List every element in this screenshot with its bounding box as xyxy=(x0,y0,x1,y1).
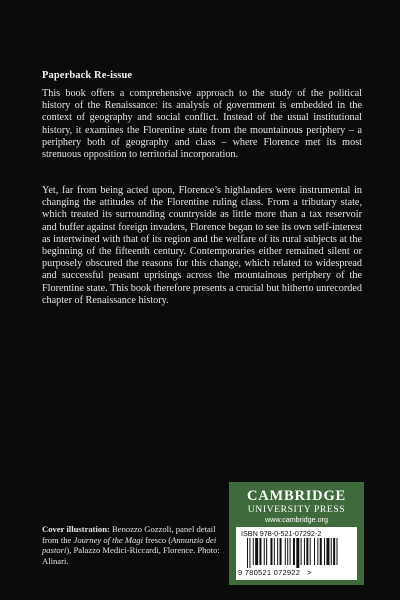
publisher-block xyxy=(229,482,364,585)
barcode-bar xyxy=(324,538,325,565)
description-paragraph-2: Yet, far from being acted upon, Florence’s highlanders were instrumental in changing the attitudes of the Florentine ruling class. From a tributary state, which treated its surrounding countryside as little more than a tax reservoir and buffer against foreign invaders, Florence began to see its own self-interest as intertwined with that of its region and the welfare of its rural subjects at the beginning of the fifteenth century. Contemporaries either remained silent or purposely obscured the reasons for this change, which related to widespread and successful peasant uprisings across the mountainous periphery of the Florentine state. This book therefore presents a crucial but hitherto unrecorded chapter of Renaissance history. xyxy=(42,185,362,306)
barcode-bar xyxy=(320,538,322,565)
barcode-bar xyxy=(277,538,278,565)
cover-credit-text-c: ), Palazzo Medici-Riccardi, Florence. Photo: Alinari. xyxy=(42,545,220,566)
barcode-suffix: > xyxy=(307,568,312,577)
barcode-bar xyxy=(270,538,272,565)
barcode-bar xyxy=(266,538,267,565)
barcode-panel xyxy=(236,527,357,580)
barcode-bar xyxy=(331,538,332,565)
barcode-bar xyxy=(285,538,286,565)
section-heading: Paperback Re-issue xyxy=(42,70,133,81)
barcode-bar xyxy=(306,538,308,565)
cover-credit xyxy=(42,524,227,566)
barcode-bar xyxy=(287,538,288,565)
barcode-bar xyxy=(280,538,282,565)
barcode-bar xyxy=(293,538,295,565)
barcode-bar xyxy=(301,538,302,565)
cover-credit-text-b: fresco ( xyxy=(142,534,172,545)
barcode-bar xyxy=(326,538,329,565)
publisher-url: www.cambridge.org xyxy=(264,515,329,524)
barcode-bar xyxy=(310,538,311,565)
barcode-bar xyxy=(296,538,299,568)
barcode-bar xyxy=(317,538,318,565)
barcode-bar xyxy=(264,538,265,565)
barcode-graphic xyxy=(247,538,345,568)
description-paragraph-1: This book offers a comprehensive approach to the study of the political history of the Renaissance: its analysis of government is embedded in the context of geography and social conflict. Instead of the usual institutional history, it examines the Florentine state from the mountainous periphery – a periphery both of geography and class – where Florence met its most strenuous opposition to territorial incorporation. xyxy=(42,88,362,161)
isbn-label: ISBN 978-0-521-07292-2 xyxy=(241,529,322,538)
barcode-bar xyxy=(255,538,258,565)
barcode-number xyxy=(238,568,355,577)
barcode-bar xyxy=(253,538,254,565)
barcode-bar xyxy=(259,538,261,565)
cover-credit-fresco-name: Annunzio dei pastori xyxy=(42,534,217,556)
barcode-bar xyxy=(304,538,305,565)
barcode-bar xyxy=(290,538,291,565)
barcode-bar xyxy=(333,538,335,565)
barcode-bar xyxy=(249,538,250,568)
publisher-name: CAMBRIDGE xyxy=(246,488,347,504)
cover-credit-label: Cover illustration: xyxy=(42,524,110,534)
cover-credit-title: Journey of the Magi xyxy=(73,534,143,545)
cover-credit-text-a: Benozzo Gozzoli, panel detail from the xyxy=(42,524,216,545)
barcode-digits: 9 780521 072922 xyxy=(238,568,301,577)
publisher-subtitle: UNIVERSITY PRESS xyxy=(247,504,346,515)
barcode-bar xyxy=(247,538,248,568)
barcode-bar xyxy=(337,538,338,565)
barcode-bar xyxy=(274,538,275,565)
barcode-bar xyxy=(314,538,315,565)
